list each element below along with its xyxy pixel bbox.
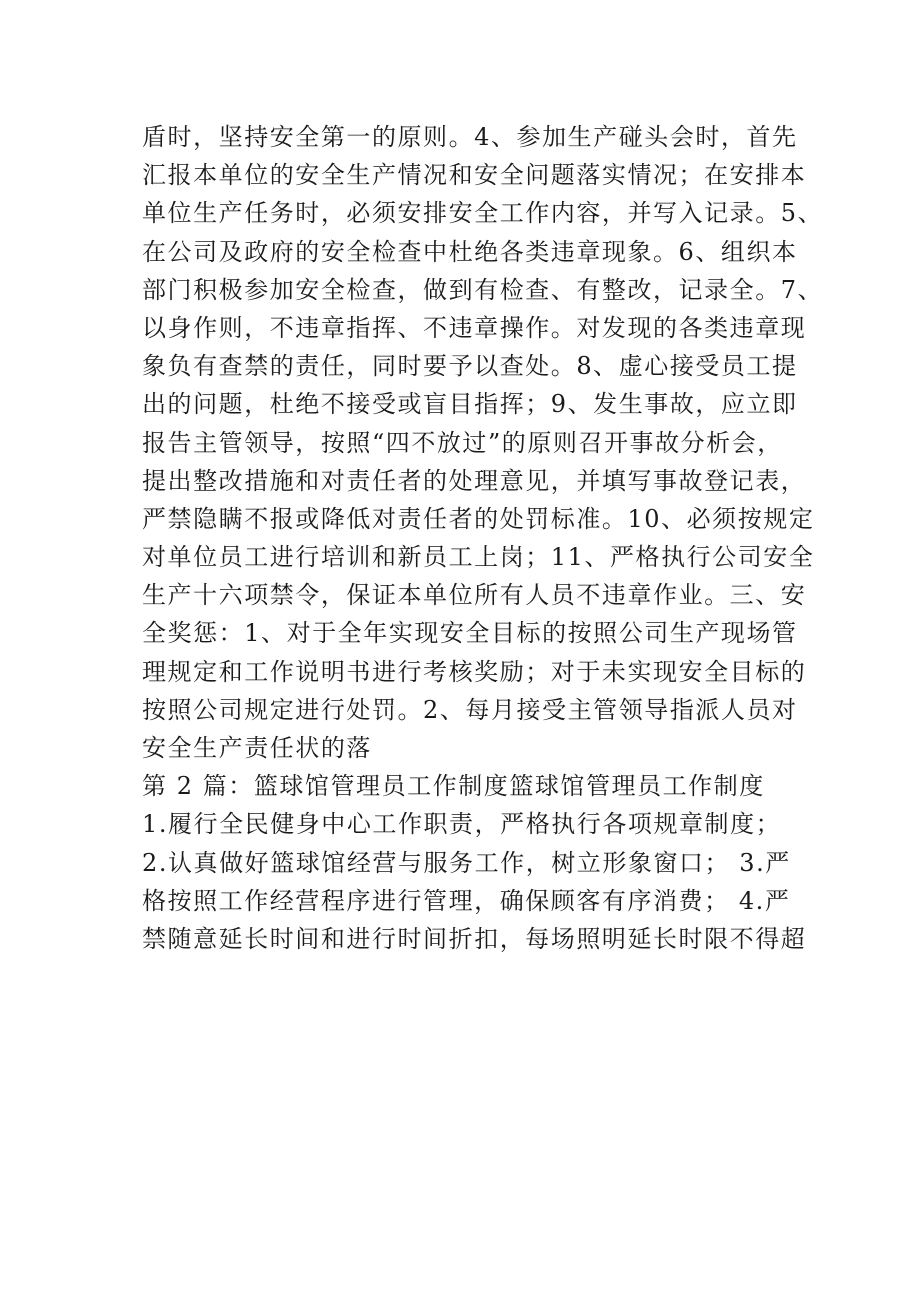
text-line: 部门积极参加安全检查，做到有检查、有整改，记录全。7、 (142, 275, 824, 304)
text-line: 格按照工作经营程序进行管理，确保顾客有序消费； 4.严 (142, 886, 791, 915)
text-line: 报告主管领导，按照“四不放过”的原则召开事故分析会， (142, 428, 783, 457)
text-line: 对单位员工进行培训和新员工上岗；11、严格执行公司安全 (142, 543, 815, 572)
text-line: 出的问题，杜绝不接受或盲目指挥；9、发生事故，应立即 (142, 390, 798, 419)
text-line: 严禁隐瞒不报或降低对责任者的处罚标准。10、必须按规定 (142, 504, 815, 533)
text-line: 全奖惩：1、对于全年实现安全目标的按照公司生产现场管 (142, 619, 798, 648)
text-line: 安全生产责任状的落 (142, 734, 372, 762)
text-line: 以身作则，不违章指挥、不违章操作。对发现的各类违章现 (142, 313, 807, 342)
document-body (142, 118, 824, 958)
text-line: 汇报本单位的安全生产情况和安全问题落实情况；在安排本 (142, 161, 807, 190)
text-line: 盾时，坚持安全第一的原则。4、参加生产碰头会时，首先 (142, 123, 798, 151)
text-line: 禁随意延长时间和进行时间折扣，每场照明延长时限不得超 (142, 924, 807, 953)
text-line: 生产十六项禁令，保证本单位所有人员不违章作业。三、安 (142, 581, 807, 610)
text-line: 象负有查禁的责任，同时要予以查处。8、虚心接受员工提 (142, 352, 798, 381)
text-line: 理规定和工作说明书进行考核奖励；对于未实现安全目标的 (142, 657, 807, 686)
text-line: 单位生产任务时，必须安排安全工作内容，并写入记录。5、 (142, 199, 824, 228)
text-line: 提出整改措施和对责任者的处理意见，并填写事故登记表， (142, 466, 807, 495)
section-heading: 第 2 篇：篮球馆管理员工作制度篮球馆管理员工作制度 (142, 772, 765, 801)
text-line: 2.认真做好篮球馆经营与服务工作，树立形象窗口； 3.严 (142, 848, 791, 877)
text-line: 1.履行全民健身中心工作职责，严格执行各项规章制度； (142, 810, 782, 839)
text-line: 在公司及政府的安全检查中杜绝各类违章现象。6、组织本 (142, 237, 798, 266)
text-line: 按照公司规定进行处罚。2、每月接受主管领导指派人员对 (142, 695, 798, 724)
